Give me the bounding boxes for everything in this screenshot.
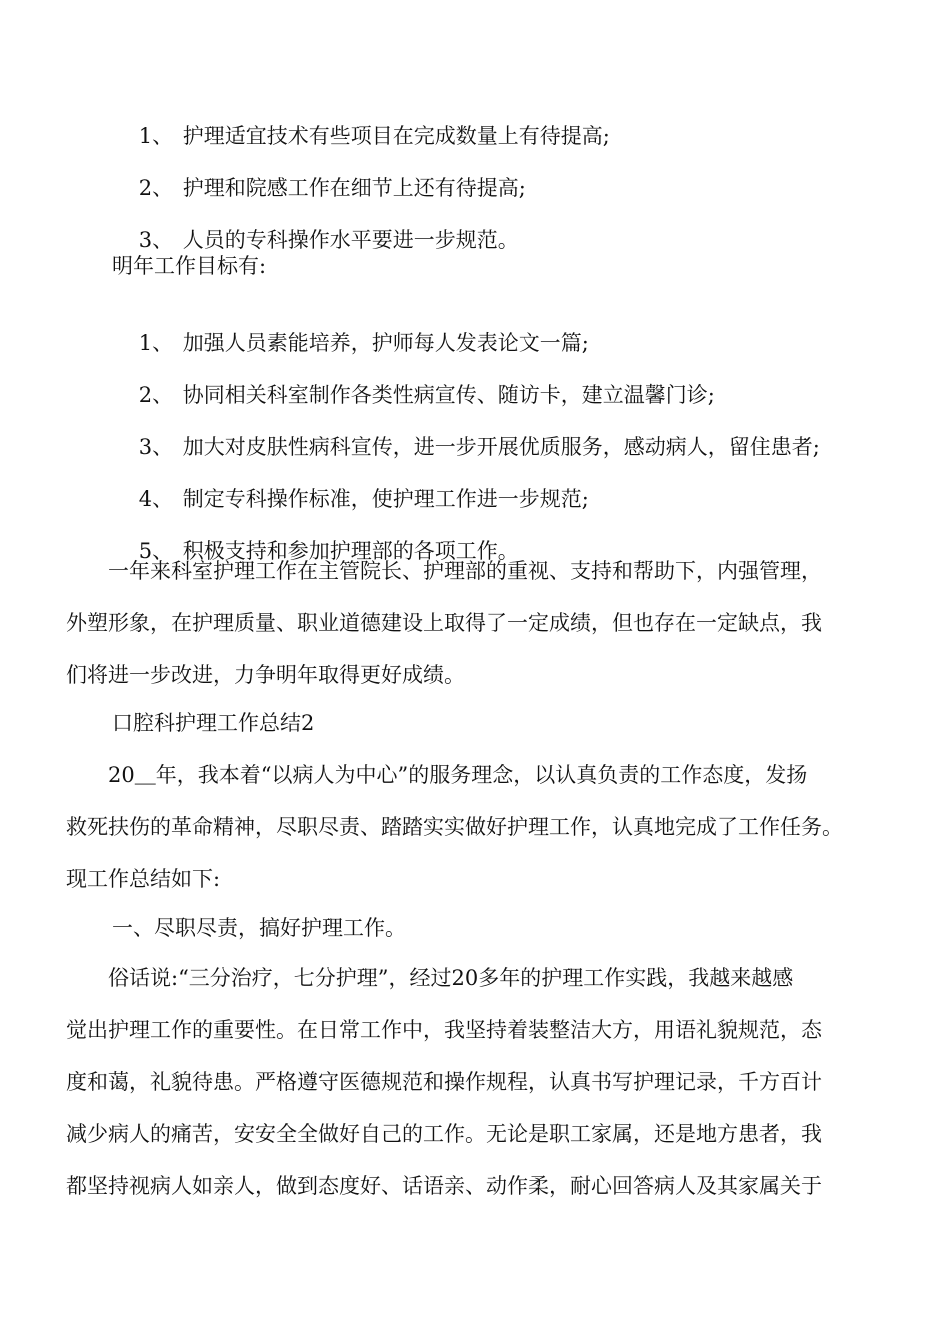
section-title: 口腔科护理工作总结2 [112,711,315,735]
paragraph-line: 减少病人的痛苦，安安全全做好自己的工作。无论是职工家属，还是地方患者，我 [66,1122,822,1146]
paragraph-line: 外塑形象，在护理质量、职业道德建设上取得了一定成绩，但也存在一定缺点，我 [66,611,822,635]
problem-text: 人员的专科操作水平要进一步规范。 [182,228,519,252]
problem-text: 护理和院感工作在细节上还有待提高; [182,176,526,200]
summary-paragraph [66,545,886,701]
paragraph-line: 觉出护理工作的重要性。在日常工作中，我坚持着装整洁大方，用语礼貌规范，态 [66,1018,822,1042]
goal-text: 制定专科操作标准，使护理工作进一步规范; [182,487,589,511]
goal-number: 1、 [138,331,174,355]
goal-number: 3、 [138,435,174,459]
goals-heading: 明年工作目标有: [112,254,267,278]
goal-number: 5、 [138,539,174,563]
problem-number: 1、 [138,124,174,148]
paragraph-line: 20＿年，我本着“以病人为中心”的服务理念，以认真负责的工作态度，发扬 [66,763,808,787]
paragraph-line: 俗话说:“三分治疗，七分护理”，经过20多年的护理工作实践，我越来越感 [66,966,794,990]
goal-text: 加大对皮肤性病科宣传，进一步开展优质服务，感动病人，留住患者; [182,435,820,459]
paragraph-line: 一年来科室护理工作在主管院长、护理部的重视、支持和帮助下，内强管理， [66,559,822,583]
subheading: 一、尽职尽责，搞好护理工作。 [112,916,406,940]
goal-number: 4、 [138,487,174,511]
problem-text: 护理适宜技术有些项目在完成数量上有待提高; [182,124,610,148]
body-paragraph [66,952,886,1212]
paragraph-line: 都坚持视病人如亲人，做到态度好、话语亲、动作柔，耐心回答病人及其家属关于 [66,1174,822,1198]
goal-number: 2、 [138,383,174,407]
paragraph-line: 度和蔼，礼貌待患。严格遵守医德规范和操作规程，认真书写护理记录，千方百计 [66,1070,822,1094]
goal-text: 积极支持和参加护理部的各项工作。 [182,539,519,563]
problem-number: 2、 [138,176,174,200]
intro-paragraph [66,749,886,905]
paragraph-line: 现工作总结如下: [66,867,221,891]
goal-text: 加强人员素能培养，护师每人发表论文一篇; [182,331,589,355]
paragraph-line: 们将进一步改进，力争明年取得更好成绩。 [66,663,465,687]
problem-number: 3、 [138,228,174,252]
goal-text: 协同相关科室制作各类性病宣传、随访卡，建立温馨门诊; [182,383,715,407]
paragraph-line: 救死扶伤的革命精神，尽职尽责、踏踏实实做好护理工作，认真地完成了工作任务。 [66,815,843,839]
